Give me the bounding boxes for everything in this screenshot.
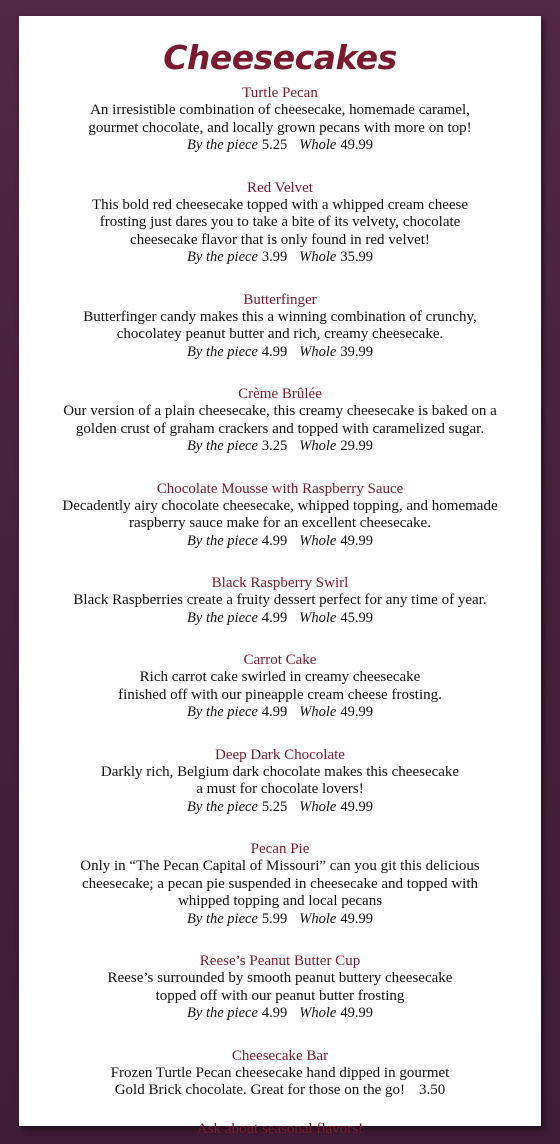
whole-price: 49.99 [340,137,373,153]
item-name: Pecan Pie [250,841,310,857]
item-description-line: An irresistible combination of cheesecake, homemade caramel, [90,102,470,118]
item-description [19,197,541,250]
item-description [19,970,541,1005]
item-description-line: Our version of a plain cheesecake, this creamy cheesecake is baked on a [63,403,497,419]
item-description [19,102,541,137]
price-line [19,533,541,551]
item-description [19,403,541,438]
price-line [19,1005,541,1023]
item-description-line: gourmet chocolate, and locally grown pecans with more on top! [88,119,472,136]
price-line [19,438,541,456]
menu-item [19,291,541,362]
bar-price: 3.50 [419,1082,446,1098]
item-description-line: topped off with our peanut butter frosting [155,987,405,1004]
item-description-line: chocolatey peanut butter and rich, creamy cheesecake. [116,326,444,342]
menu-item [19,746,541,817]
page-title: Cheesecakes [163,38,397,77]
price-line [19,344,541,362]
whole-price-label: Whole [299,137,337,153]
whole-price-label: Whole [299,249,337,265]
price-line [19,249,541,267]
whole-price-label: Whole [299,704,337,720]
item-description-line: Rich carrot cake swirled in creamy cheesecake [139,669,421,685]
item-description-line: a must for chocolate lovers! [196,781,364,797]
menu-item [19,480,541,551]
piece-price: 5.25 [261,137,288,153]
menu-item [19,952,541,1023]
item-description-line: frosting just dares you to take a bite of its velvety, chocolate [99,214,461,230]
piece-price-label: By the piece [187,704,258,720]
piece-price: 4.99 [261,609,288,626]
price-line [19,799,541,817]
item-description [19,309,541,344]
whole-price: 49.99 [340,532,373,549]
whole-price: 45.99 [340,609,373,626]
item-name: Butterfinger [243,291,317,308]
menu-item [19,385,541,456]
piece-price-label: By the piece [187,532,258,549]
whole-price-label: Whole [299,609,337,626]
item-description [19,858,541,911]
whole-price-label: Whole [299,798,337,815]
piece-price-label: By the piece [187,137,258,153]
item-name: Black Raspberry Swirl [211,575,349,591]
piece-price: 5.99 [261,910,288,927]
item-description-line: Decadently airy chocolate cheesecake, whipped topping, and homemade [62,497,498,514]
price-line [19,610,541,628]
menu-items-list [19,84,541,1023]
item-description [19,1065,541,1100]
item-description-line: Only in “The Pecan Capital of Missouri” can you git this delicious [80,858,480,874]
piece-price: 4.99 [261,704,288,720]
item-name: Cheesecake Bar [231,1047,329,1064]
item-description-line: This bold red cheesecake topped with a whipped cream cheese [91,196,469,213]
piece-price: 3.25 [261,438,288,454]
piece-price: 4.99 [261,532,288,549]
item-description-line [23,1082,537,1100]
item-description [19,764,541,799]
piece-price-label: By the piece [187,609,258,626]
piece-price: 3.99 [261,249,288,265]
whole-price: 29.99 [340,438,373,454]
item-name: Turtle Pecan [242,85,318,101]
seasonal-flavors-note: Ask about seasonal flavors! [196,1120,364,1137]
item-name: Reese’s Peanut Butter Cup [199,953,361,969]
whole-price: 39.99 [340,343,373,360]
whole-price: 49.99 [340,704,373,720]
whole-price: 49.99 [340,910,373,927]
item-description-line: cheesecake; a pecan pie suspended in cheesecake and topped with [81,875,479,892]
piece-price-label: By the piece [187,798,258,815]
menu-item [19,179,541,267]
item-description [19,669,541,704]
price-line [19,911,541,929]
item-name: Deep Dark Chocolate [215,746,345,763]
whole-price-label: Whole [299,1005,337,1021]
item-description [19,592,541,610]
item-description-line: Butterfinger candy makes this a winning combination of crunchy, [83,308,477,325]
item-description-line: Reese’s surrounded by smooth peanut buttery cheesecake [107,970,453,986]
item-name: Carrot Cake [243,652,317,668]
whole-price-label: Whole [299,910,337,927]
item-name: Chocolate Mousse with Raspberry Sauce [156,480,404,497]
price-line [19,704,541,722]
piece-price-label: By the piece [187,343,258,360]
price-line [19,137,541,155]
piece-price-label: By the piece [187,1005,258,1021]
item-description-line: Frozen Turtle Pecan cheesecake hand dipped in gourmet [110,1064,450,1081]
item-description-line: cheesecake flavor that is only found in red velvet! [130,231,430,248]
whole-price: 49.99 [340,798,373,815]
item-name: Red Velvet [247,179,313,196]
item-description-line: Darkly rich, Belgium dark chocolate makes this cheesecake [100,763,460,780]
menu-item [19,651,541,722]
whole-price: 35.99 [340,249,373,265]
piece-price: 5.25 [261,798,288,815]
menu-item [19,84,541,155]
item-description [19,498,541,533]
piece-price: 4.99 [261,343,288,360]
whole-price-label: Whole [299,532,337,549]
item-description-line: Black Raspberries create a fruity dessert perfect for any time of year. [73,592,487,608]
item-description-line: whipped topping and local pecans [177,893,383,909]
piece-price-label: By the piece [187,438,258,454]
menu-item [19,574,541,627]
item-description-line: golden crust of graham crackers and topped with caramelized sugar. [75,420,485,437]
item-description-text: Gold Brick chocolate. Great for those on the go! [114,1082,406,1098]
piece-price: 4.99 [261,1005,288,1021]
item-description-line: finished off with our pineapple cream cheese frosting. [118,686,442,703]
piece-price-label: By the piece [187,910,258,927]
menu-item [19,840,541,928]
whole-price-label: Whole [299,438,337,454]
item-description-line: raspberry sauce make for an excellent cheesecake. [129,515,431,531]
menu-panel [19,16,541,1137]
menu-item-cheesecake-bar [19,1047,541,1100]
whole-price-label: Whole [299,343,337,360]
whole-price: 49.99 [340,1005,373,1021]
piece-price-label: By the piece [187,249,258,265]
item-name: Crème Brûlée [238,386,322,402]
